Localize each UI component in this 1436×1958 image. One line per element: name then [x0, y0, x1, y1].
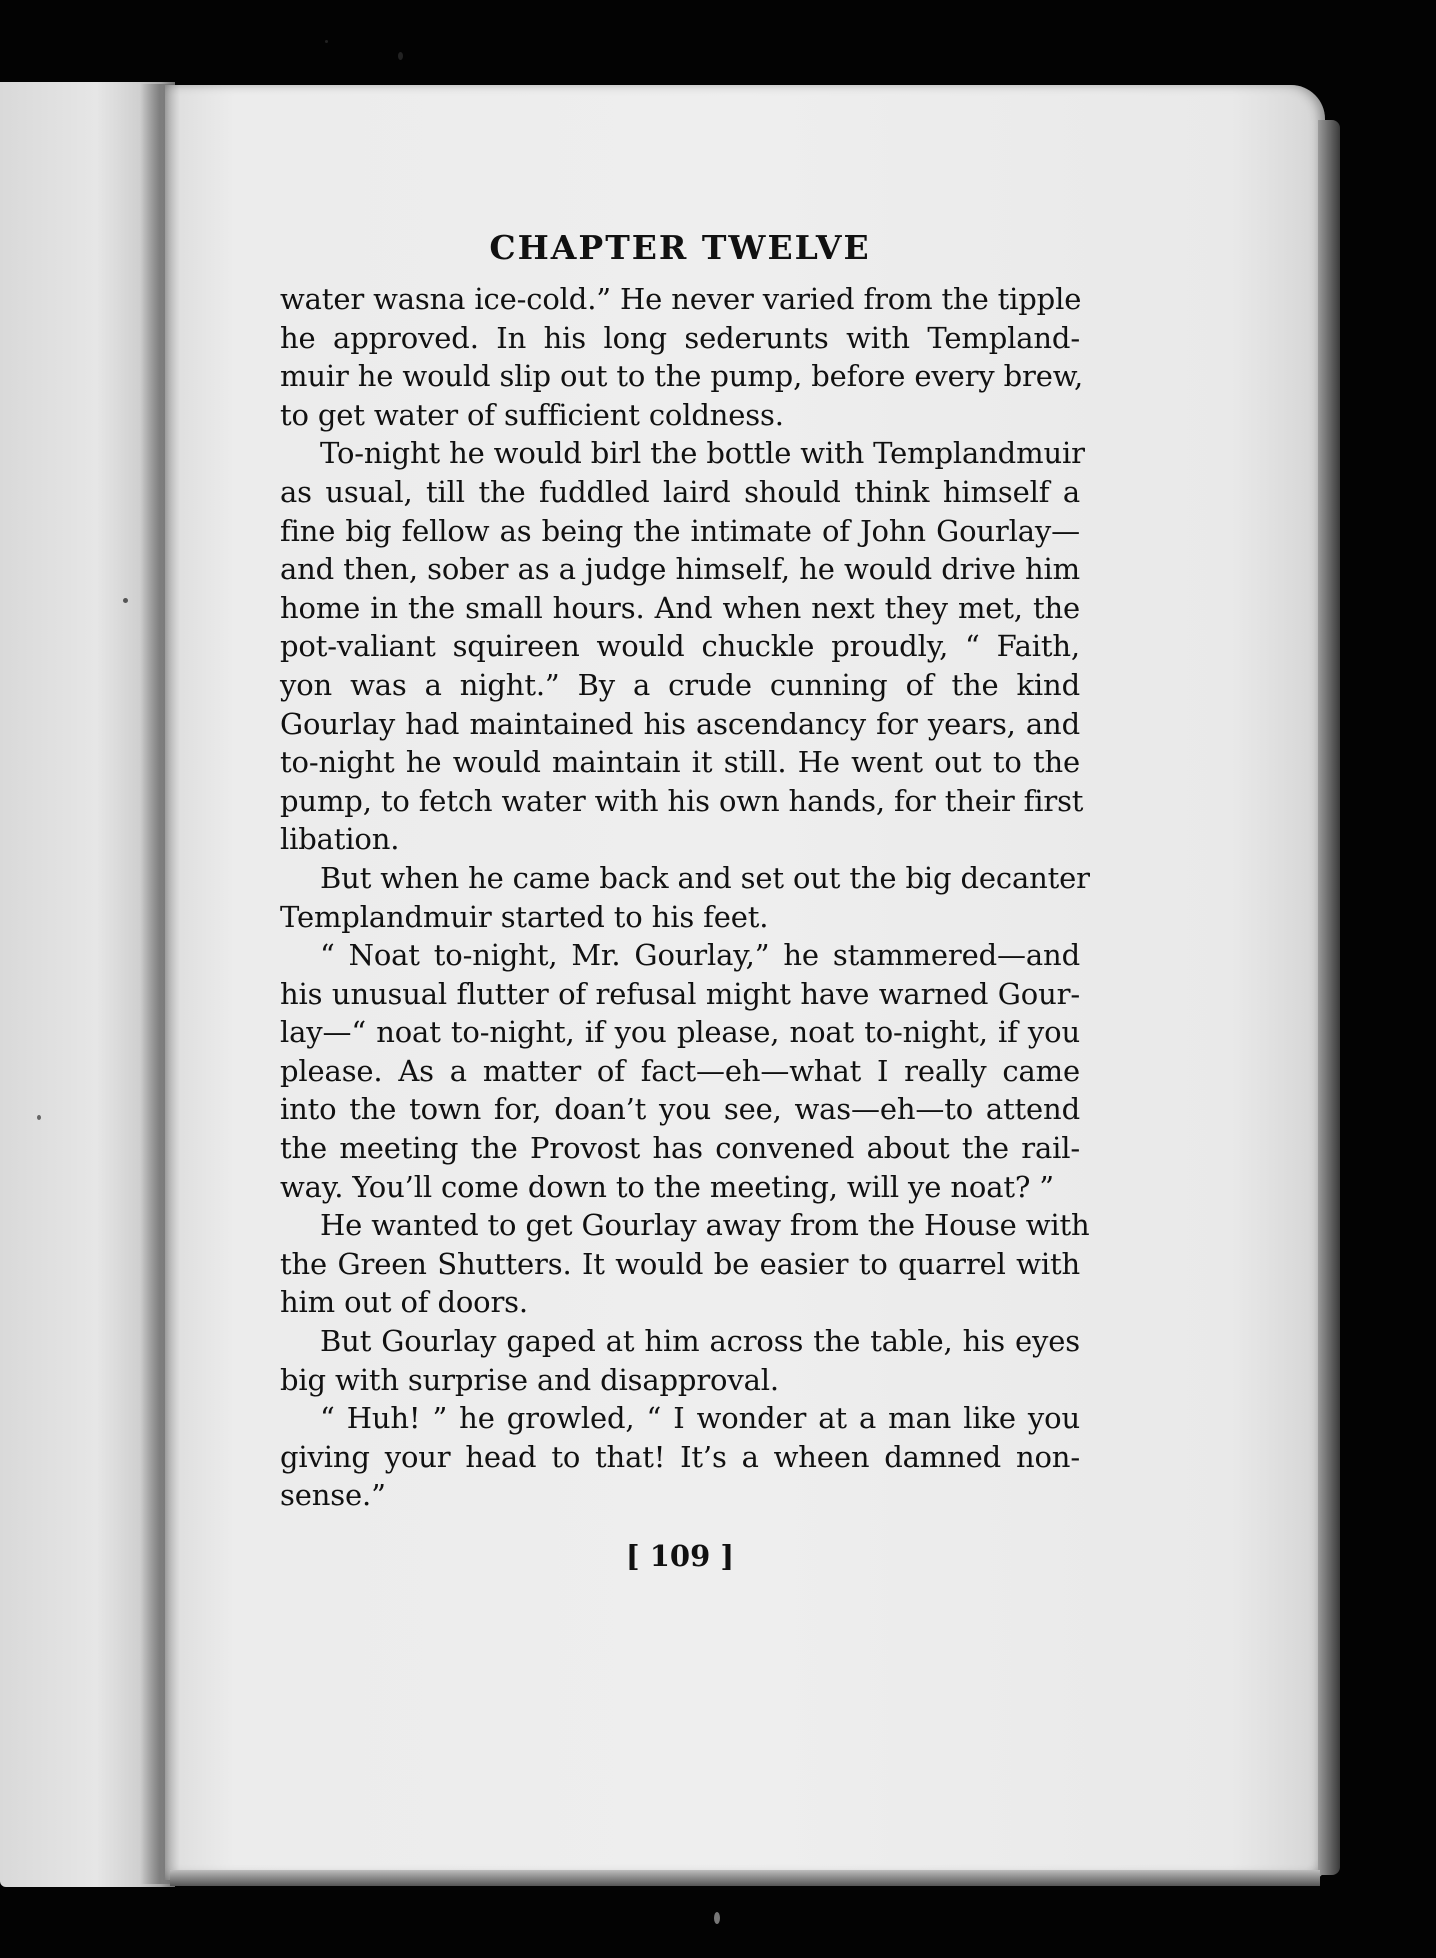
- text-line: He wanted to get Gourlay away from the House with: [320, 1208, 1090, 1243]
- text-line: To-night he would birl the bottle with Templandmuir: [320, 436, 1085, 471]
- text-line: to get water of sufficient coldness.: [280, 397, 784, 432]
- text-line: as usual, till the fuddled laird should think himself a: [280, 474, 1080, 509]
- text-line: giving your head to that! It’s a wheen damned non-: [280, 1439, 1080, 1474]
- text-line: the meeting the Provost has convened about the rail-: [280, 1131, 1080, 1166]
- text-line: fine big fellow as being the intimate of John Gourlay—: [280, 513, 1080, 548]
- text-line: yon was a night.” By a crude cunning of the kind: [280, 667, 1080, 702]
- text-line: into the town for, doan’t you see, was—eh—to attend: [280, 1092, 1080, 1127]
- running-head: CHAPTER TWELVE: [489, 228, 871, 267]
- text-line: lay—“ noat to-night, if you please, noat to-night, if you: [280, 1015, 1080, 1050]
- dust-speck: [714, 1912, 720, 1924]
- text-line: he approved. In his long sederunts with Templand-: [280, 320, 1080, 355]
- dust-speck: [123, 598, 128, 603]
- text-line: please. As a matter of fact—eh—what I really came: [280, 1053, 1080, 1088]
- paragraph: [280, 859, 1090, 936]
- dust-speck: [37, 1115, 41, 1120]
- body-text: [280, 280, 1090, 1515]
- paragraph: [280, 936, 1080, 1206]
- text-line: him out of doors.: [280, 1285, 528, 1320]
- text-line: muir he would slip out to the pump, before every brew,: [280, 359, 1084, 394]
- text-line: Templandmuir started to his feet.: [280, 899, 769, 934]
- text-line: pump, to fetch water with his own hands, for their first: [280, 783, 1084, 818]
- text-line: water wasna ice-cold.” He never varied from the tipple: [280, 282, 1082, 316]
- paragraph: [280, 1206, 1090, 1322]
- paragraph: [280, 280, 1084, 434]
- paragraph: [280, 1322, 1080, 1399]
- text-line: “ Noat to-night, Mr. Gourlay,” he stammered—and: [320, 938, 1080, 973]
- text-line: “ Huh! ” he growled, “ I wonder at a man like you: [320, 1401, 1080, 1436]
- text-line: to-night he would maintain it still. He went out to the: [280, 745, 1080, 780]
- text-line: Gourlay had maintained his ascendancy for years, and: [280, 706, 1080, 741]
- text-line: pot-valiant squireen would chuckle proudly, “ Faith,: [280, 629, 1080, 664]
- text-line: libation.: [280, 822, 400, 857]
- page-number: [ 109 ]: [625, 1539, 735, 1573]
- text-line: way. You’ll come down to the meeting, will ye noat? ”: [280, 1169, 1054, 1204]
- bottom-page-edge: [170, 1870, 1320, 1886]
- book-gutter: [140, 84, 180, 1884]
- right-page-edge: [1318, 120, 1340, 1875]
- text-line: sense.”: [280, 1478, 386, 1513]
- text-line: big with surprise and disapproval.: [280, 1362, 779, 1397]
- dust-speck: [325, 40, 328, 43]
- text-line: But when he came back and set out the big decanter: [320, 860, 1090, 895]
- text-line: But Gourlay gaped at him across the table, his eyes: [320, 1324, 1080, 1359]
- text-line: and then, sober as a judge himself, he would drive him: [280, 552, 1080, 587]
- page-text: [280, 228, 1090, 1575]
- text-line: his unusual flutter of refusal might have warned Gour-: [280, 976, 1080, 1011]
- paragraph: [280, 434, 1085, 859]
- text-line: the Green Shutters. It would be easier to quarrel with: [280, 1246, 1080, 1281]
- dust-speck: [398, 52, 403, 60]
- text-line: home in the small hours. And when next they met, the: [280, 590, 1080, 625]
- paragraph: [280, 1399, 1080, 1515]
